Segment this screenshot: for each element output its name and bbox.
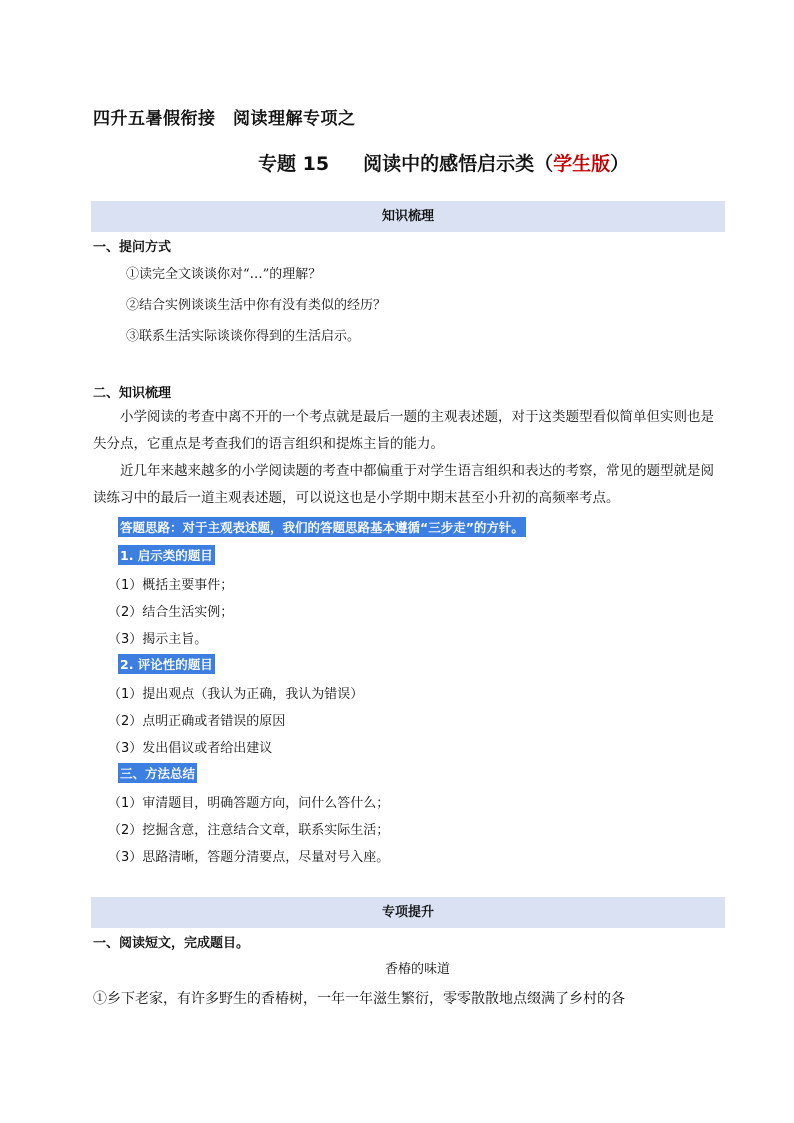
knowledge-band: 知识梳理 xyxy=(91,201,725,232)
step-item: （3）思路清晰，答题分清要点，尽量对号入座。 xyxy=(108,850,390,865)
story-title: 香椿的味道 xyxy=(385,962,451,977)
step-item: （1）概括主要事件； xyxy=(108,578,234,593)
question-form-item: ①读完全文谈谈你对“…”的理解？ xyxy=(126,267,322,282)
question-form-item: ③联系生活实际谈谈你得到的生活启示。 xyxy=(126,329,361,344)
edition-label: 学生版 xyxy=(553,153,611,175)
step-item: （2）点明正确或者错误的原因 xyxy=(108,714,286,729)
practice-section-heading: 一、阅读短文，完成题目。 xyxy=(93,936,250,951)
intro-paragraph: 小学阅读的考查中离不开的一个考点就是最后一题的主观表述题，对于这类题型看似简单但实则也是失分点，它重点是考查我们的语言组织和提炼主旨的能力。 xyxy=(93,409,714,452)
story-paragraph: ①乡下老家，有许多野生的香椿树，一年一年滋生繁衍，零零散散地点缀满了乡村的各 xyxy=(93,991,625,1007)
summary-heading: 三、方法总结 xyxy=(118,763,197,783)
intro-paragraph: 近几年来越来越多的小学阅读题的考查中都偏重于对学生语言组织和表达的考察，常见的题型就是阅读练习中的最后一道主观表述题，可以说这也是小学期中期末甚至小升初的高频率考点。 xyxy=(93,463,714,506)
type-heading-insight: 1. 启示类的题目 xyxy=(118,545,215,565)
step-item: （2）挖掘含意，注意结合文章，联系实际生活； xyxy=(108,823,390,838)
section-knowledge-heading: 二、知识梳理 xyxy=(93,386,172,401)
step-item: （3）发出倡议或者给出建议 xyxy=(108,741,273,756)
step-item: （2）结合生活实例； xyxy=(108,605,234,620)
topic-name: 阅读中的感悟启示类（ xyxy=(363,153,554,175)
step-item: （1）审清题目，明确答题方向，问什么答什么； xyxy=(108,796,390,811)
approach-highlight: 答题思路：对于主观表述题，我们的答题思路基本遵循“三步走”的方针。 xyxy=(118,517,526,537)
topic-number: 专题 15 xyxy=(258,153,330,175)
type-heading-review: 2. 评论性的题目 xyxy=(118,654,215,674)
series-title: 四升五暑假衔接 阅读理解专项之 xyxy=(93,109,356,129)
question-form-item: ②结合实例谈谈生活中你有没有类似的经历？ xyxy=(126,298,387,313)
practice-band: 专项提升 xyxy=(91,897,725,928)
step-item: （1）提出观点（我认为正确，我认为错误） xyxy=(108,687,364,702)
topic-title xyxy=(258,149,629,176)
section-questioning-heading: 一、提问方式 xyxy=(93,240,172,255)
step-item: （3）揭示主旨。 xyxy=(108,632,208,647)
topic-close: ） xyxy=(610,153,630,175)
